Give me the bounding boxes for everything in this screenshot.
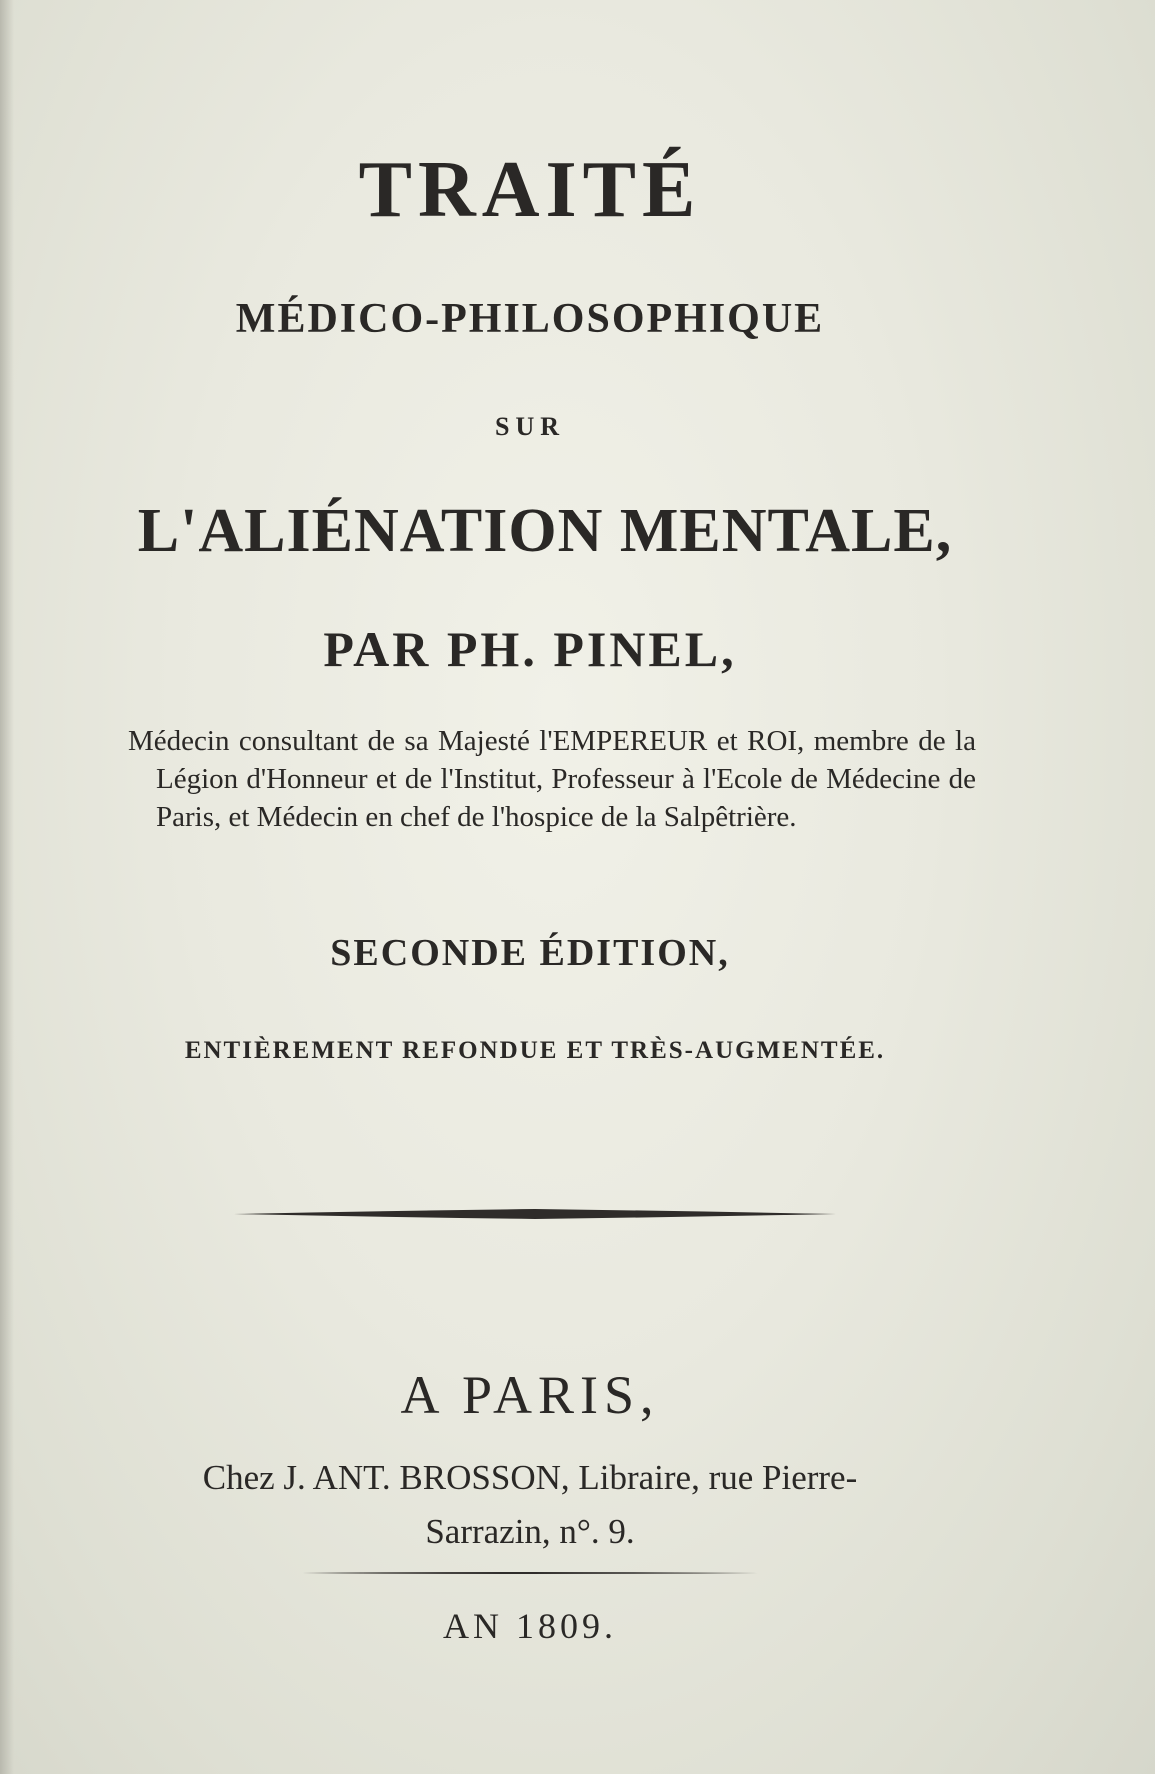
preposition-sur: SUR (494, 412, 565, 441)
book-title: TRAITÉ (358, 146, 702, 234)
edition-statement: SECONDE ÉDITION, (330, 932, 730, 974)
divider-rule (302, 1570, 758, 1576)
edition-note: ENTIÈREMENT REFONDUE ET TRÈS-AUGMENTÉE. (184, 1037, 886, 1064)
ornamental-rule (234, 1207, 836, 1221)
imprint-publisher: Chez J. ANT. BROSSON, Libraire, rue Pierre- (202, 1458, 858, 1497)
book-subtitle: MÉDICO-PHILOSOPHIQUE (235, 296, 825, 342)
author-name: PINEL, (553, 621, 737, 677)
author-prefix: PAR PH. (323, 621, 538, 677)
author-line (0, 621, 1060, 677)
imprint-place: A PARIS, (400, 1365, 660, 1425)
book-subject: L'ALIÉNATION MENTALE, (137, 497, 953, 565)
author-credentials: Médecin consultant de sa Majesté l'EMPEREUR et ROI, membre de la Légion d'Honneur et de l'Institut, Professeur à l'Ecole de Médecine de Paris, et Médecin en chef de l'hospice de la Salpêtrière. (128, 725, 976, 833)
imprint-date: AN 1809. (443, 1606, 617, 1646)
imprint-address: Sarrazin, n°. 9. (425, 1512, 635, 1551)
